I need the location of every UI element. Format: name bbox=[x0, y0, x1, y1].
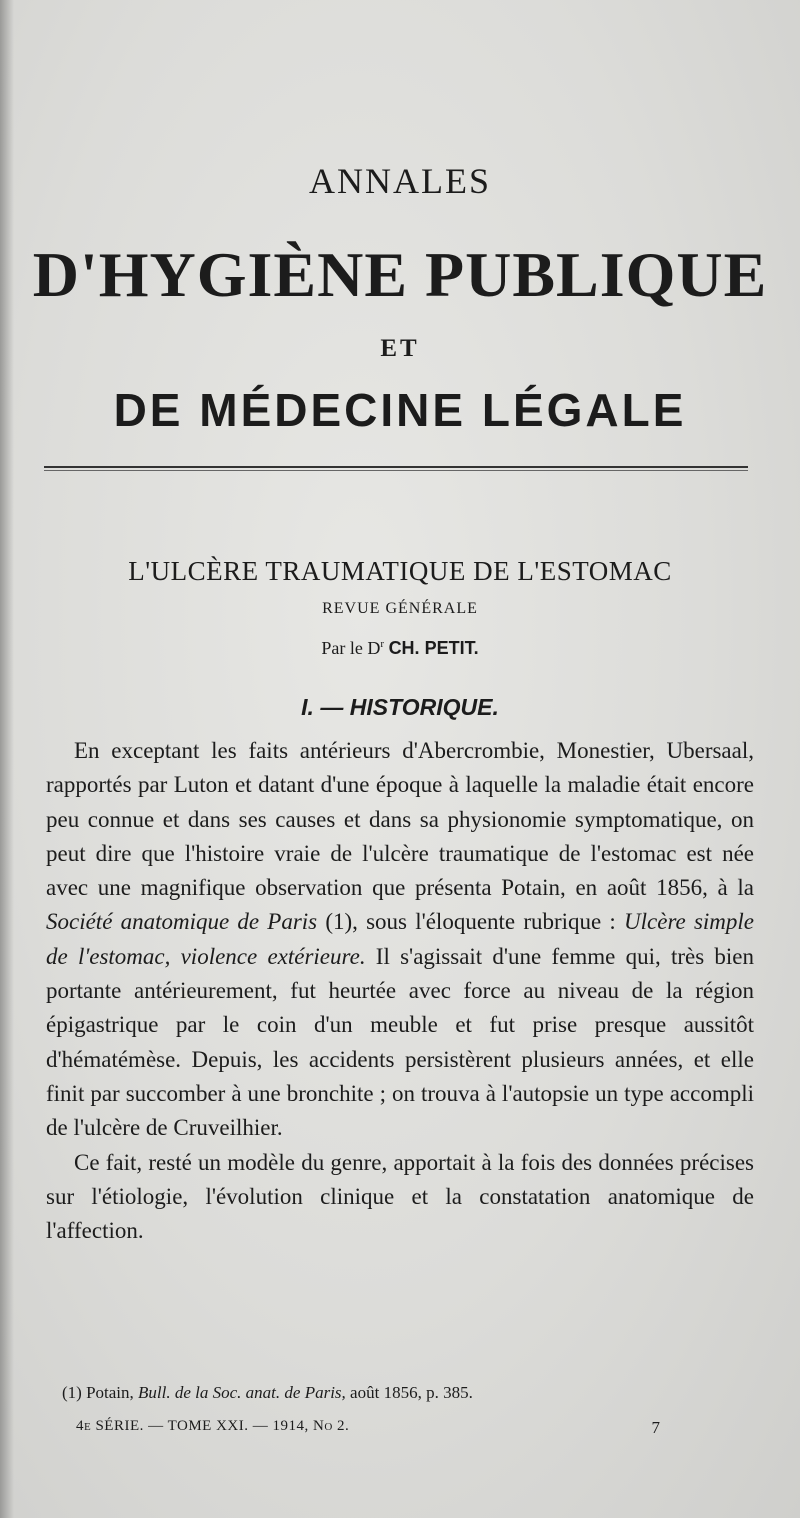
journal-title-medecine-legale: DE MÉDECINE LÉGALE bbox=[113, 384, 687, 436]
journal-title-annales: ANNALES bbox=[309, 161, 491, 201]
article-byline bbox=[0, 638, 800, 659]
footer-series-info: 4e SÉRIE. — TOME XXI. — 1914, No 2. bbox=[76, 1418, 350, 1434]
author-name: CH. PETIT. bbox=[388, 638, 479, 658]
paragraph-2: Ce fait, resté un modèle du genre, apportait à la fois des données précises sur l'étiologie, l'évolution clinique et la constatation anatomique de l'affection. bbox=[46, 1149, 754, 1244]
journal-title-et: ET bbox=[380, 335, 420, 362]
footnote-1 bbox=[48, 1383, 748, 1403]
byline-prefix: Par le $D^r$ bbox=[321, 638, 385, 658]
article-subtitle: REVUE GÉNÉRALE bbox=[322, 600, 478, 617]
page-number: 7 bbox=[651, 1418, 660, 1437]
page-footer bbox=[76, 1418, 660, 1438]
footnote-rest: août 1856, p. 385. bbox=[345, 1383, 473, 1402]
page-edge-shadow bbox=[0, 0, 14, 1518]
paragraph-1-italic-rubrique: Ulcère simple de l'estomac, violence extérieure. bbox=[46, 909, 754, 969]
journal-title-hygiene-publique: D'HYGIÈNE PUBLIQUE bbox=[32, 239, 768, 310]
byline-dr-superscript: r bbox=[380, 638, 385, 650]
article-body bbox=[46, 734, 754, 1248]
paragraph-1-part-2: (1), sous l'éloquente rubrique : bbox=[317, 909, 625, 935]
footnote-marker: (1) Potain, bbox=[62, 1383, 139, 1402]
article-title: L'ULCÈRE TRAUMATIQUE DE L'ESTOMAC bbox=[128, 556, 672, 586]
paragraph-1-italic-societe: Société anatomique de Paris bbox=[46, 909, 318, 935]
paragraph-1-part-1: En exceptant les faits antérieurs d'Abercrombie, Monestier, Ubersaal, rapportés par Luton et datant d'une époque à laquelle la maladie était encore peu connue et dans ses causes et dans sa physionomie symptomatique, on peut dire que l'histoire vraie de l'ulcère traumatique de l'estomac est née avec une magnifique observation que présenta Potain, en août 1856, à la bbox=[46, 738, 754, 901]
paragraph-1 bbox=[46, 734, 754, 1146]
paragraph-1-part-3: Il s'agissait d'une femme qui, très bien portante antérieurement, fut heurtée avec force au niveau de la région épigastrique par le coin d'un meuble et fut prise presque aussitôt d'hématémèse. Depuis, les accidents persistèrent plusieurs années, et elle finit par succomber à une bronchite ; on trouva à l'autopsie un type accompli de l'ulcère de Cruveilhier. bbox=[46, 943, 754, 1141]
section-heading-historique: I. — HISTORIQUE. bbox=[301, 694, 499, 720]
footnote-italic-source: Bull. de la Soc. anat. de Paris, bbox=[138, 1383, 346, 1402]
title-divider-rule bbox=[44, 466, 748, 471]
